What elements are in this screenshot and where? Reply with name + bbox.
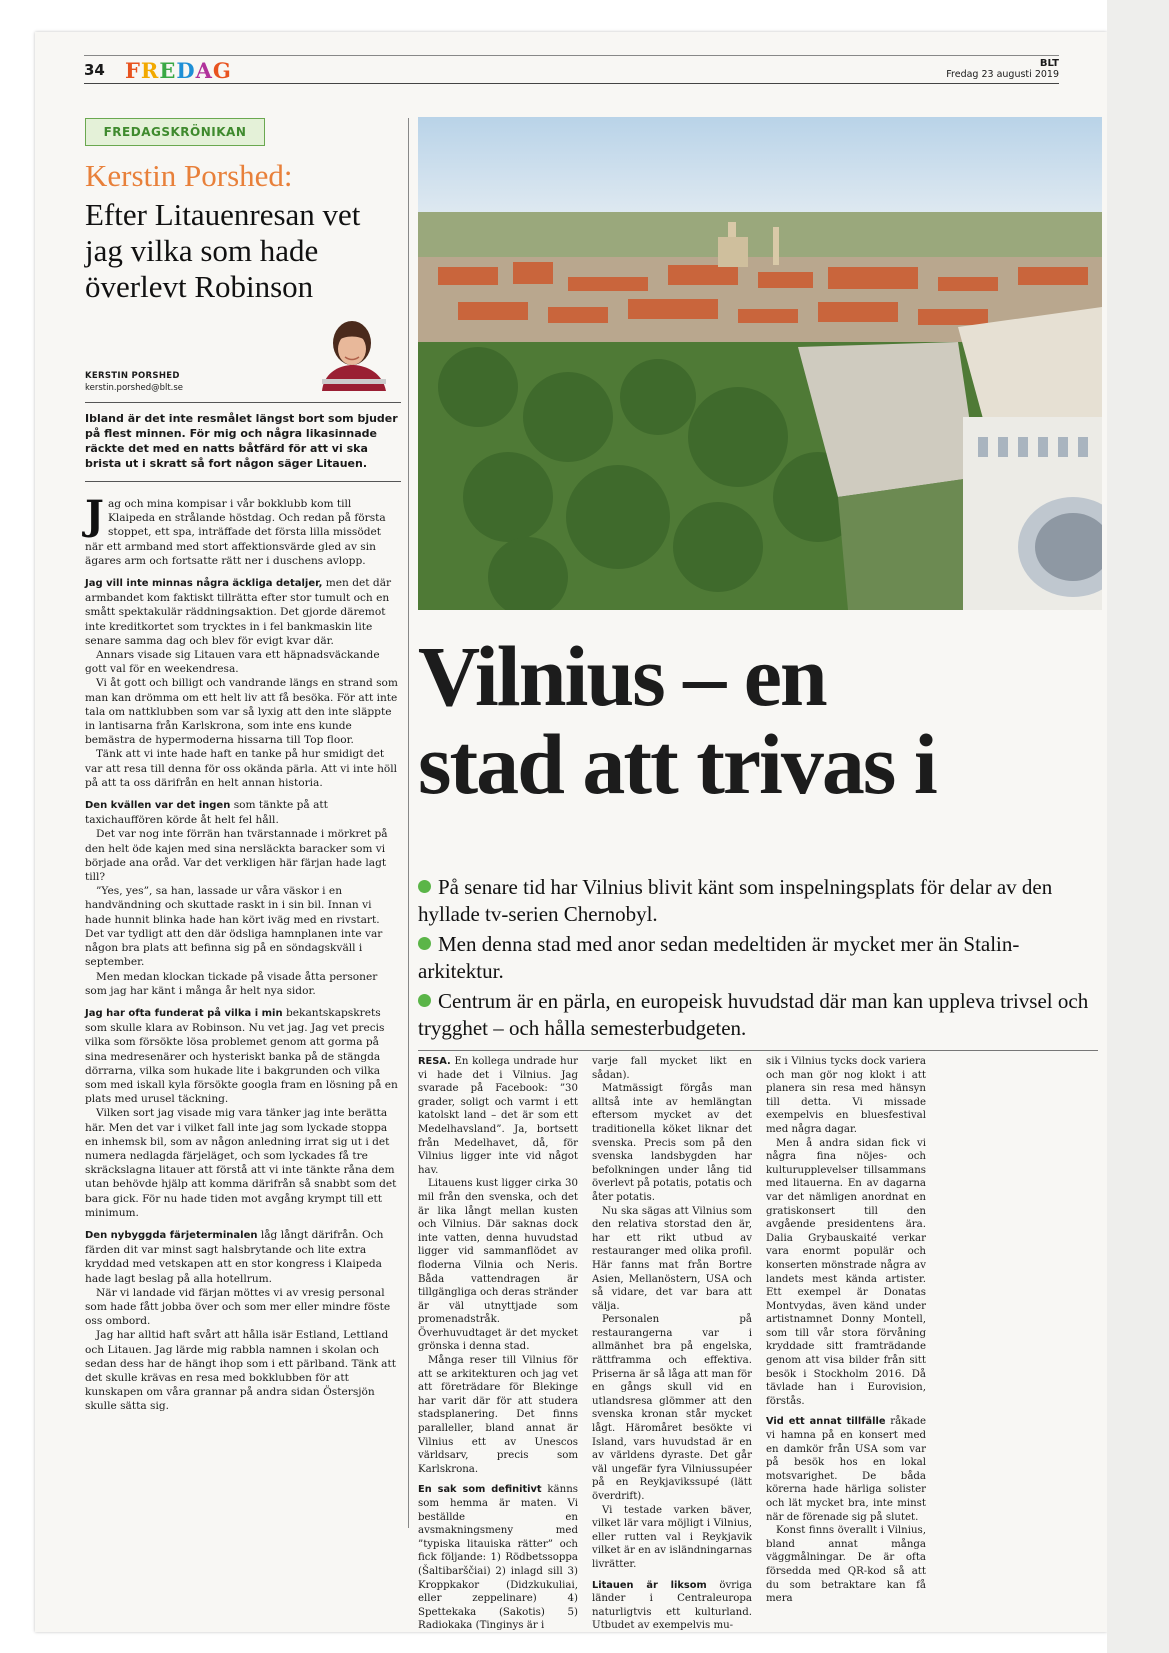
paragraph: Annars visade sig Litauen vara ett häpnadsväckande gott val för en weekendresa. <box>85 649 380 676</box>
bullet-dot-icon <box>418 880 431 893</box>
paragraph: varje fall mycket likt en sådan). <box>592 1056 752 1081</box>
subhead-lead: En sak som definitivt <box>418 1484 542 1496</box>
paragraph: Nu ska sägas att Vilnius som den relativa storstad den är, har ett rikt utbud av restauranger med olika profil. Här fanns mat från Bortre Asien, Mellanöstern, USA och så vidare, det var bara att välja. <box>592 1205 752 1312</box>
divider <box>418 1050 1098 1051</box>
paragraph: Den kvällen var det ingen som tänkte på att taxichauffören körde åt helt fel håll. <box>85 799 328 827</box>
logo-letter: G <box>212 58 232 83</box>
logo-letter: R <box>140 58 160 83</box>
text-column <box>592 1055 752 1633</box>
header-top-rule <box>84 55 1059 56</box>
kicker: RESA. <box>418 1056 451 1067</box>
header-rule <box>84 83 1059 84</box>
bullet-item: Centrum är en pärla, en europeisk huvudstad där man kan uppleva trivsel och trygghet – och hålla semesterbudgeten. <box>418 989 1089 1040</box>
paragraph: Många reser till Vilnius för att se arkitekturen och jag vet att företrädare för Blekinge har varit där för att studera stadsplanering. Det finns paralleller, bland annat är Vilnius ett av Unescos världsarv, precis som Karlskrona. <box>418 1355 578 1475</box>
logo-letter: F <box>125 58 141 83</box>
column-headline: Efter Litauenresan vet jag vilka som hade överlevt Robinson <box>85 197 361 304</box>
bullet-item: På senare tid har Vilnius blivit känt som inspelningsplats för delar av den hyllade tv-serien Chernobyl. <box>418 875 1053 926</box>
section-badge: FREDAGSKRÖNIKAN <box>85 118 265 146</box>
divider <box>85 481 401 482</box>
paragraph: Jag har alltid haft svårt att hålla isär Estland, Lettland och Litauen. Jag lärde mig rabbla namnen i skolan och sedan dess har de hängt ihop som i ett pärlband. Tänk att det skulle krävas en resa med bokklubben för att kunskapen om våra grannar på andra sidan Östersjön skulle sätta sig. <box>85 1329 397 1413</box>
paragraph: Matmässigt förgås man alltså inte av hemlängtan eftersom mycket av det traditionella köket liknar det svenska. Precis som på den svenska landsbygden har befolkningen under lång tid överlevt på potatis, potatis och åter potatis. <box>592 1083 752 1203</box>
subhead-lead: Jag har ofta funderat på vilka i min <box>85 1007 283 1019</box>
paragraph: Tänk att vi inte hade haft en tanke på hur smidigt det var att resa till denna för oss okända pärla. Att vi inte höll på att ta oss därifrån en helt annan historia. <box>85 748 398 789</box>
text-column <box>418 1055 578 1633</box>
bullet-dot-icon <box>418 937 431 950</box>
scan-edge <box>1107 0 1169 1653</box>
paragraph: RESA. En kollega undrade hur vi hade det i Vilnius. Jag svarade på Facebook: ”30 grader, soligt och varmt i ett katolskt land – det är som ett Medelhavsland”. Ja, bortsett från Medelhavet, då, för Vilnius ligger inte vid något hav. <box>418 1056 578 1176</box>
paragraph: Konst finns överallt i Vilnius, bland annat många väggmålningar. De är ofta försedda med QR-kod så att du som betraktare kan få mera <box>766 1525 926 1605</box>
section-logo <box>125 58 232 83</box>
logo-letter: E <box>159 58 177 83</box>
author-portrait <box>302 313 402 391</box>
paragraph: Personalen på restaurangerna var i allmänhet bra på engelska, rättframma och effektiva. Priserna är så låga att man för en gångs skull vid en utlandsresa glömmer att den svenska kronan står mycket lågt. Häromåret besökte vi Island, vars huvudstad är en av världens dyraste. Det går väl ungefär fyra Vilniussupéer på en Reykjavikssupé (lätt överdrift). <box>592 1314 752 1502</box>
logo-letter: A <box>195 58 213 83</box>
paragraph: ”Yes, yes”, sa han, lassade ur våra väskor i en handvändning och skuttade raskt in i sin bil. Innan vi hade hunnit blinka hade han kört iväg med en rivstart. Det var tydligt att den där ödsliga hamnplanen inte var någon bra plats att befinna sig på en söndagskväll i september. <box>85 885 383 969</box>
page-number: 34 <box>84 61 105 79</box>
paragraph: Jag har ofta funderat på vilka i min bekantskapskrets som skulle klara av Robinson. Nu vet jag. Jag vet precis vilka som försökte lösa problemet genom att gorma på sina medresenärer och hysteriskt banka på de stängda dörrarna, vilka som hukade lite i bakgrunden och vilka som med iskall kyla försökte googla fram en lösning på en plats med urusel täckning. <box>85 1006 398 1106</box>
byline-email[interactable]: kerstin.porshed@blt.se <box>85 383 184 393</box>
divider <box>85 402 401 403</box>
subhead-lead: Den nybyggda färjeterminalen <box>85 1229 258 1241</box>
subhead-lead: Jag vill inte minnas några äckliga detaljer, <box>85 578 323 590</box>
paragraph: Jag vill inte minnas några äckliga detaljer, men det där armbandet kom faktiskt tillrätta efter stor tumult och en smått spektakulär räddningsaktion. Det gjorde däremot inte kreditkortet som trycktes in i fel bankmaskin lite senare samma dag och blev för evigt kvar där. <box>85 577 392 647</box>
publication-date: Fredag 23 augusti 2019 <box>946 69 1059 80</box>
paragraph: Vilken sort jag visade mig vara tänker jag inte berätta här. Men det var i vilket fall inte jag som lyckade stoppa en inhemsk bil, som av någon anledning irrat sig ut i det numera nedlagda färjeläget, och som lyckades få tre skräckslagna litauer att förstå att vi inte tänkte råna dem utan behövde hjälp att komma därifrån så snabbt som det bara gick. För nu hade tiden mot avgång krympt till ett minimum. <box>85 1107 397 1219</box>
headline-line: Vilnius – en <box>418 628 826 724</box>
paragraph: Litauens kust ligger cirka 30 mil från den svenska, och det är lika långt mellan kusten och Vilnius. Där saknas dock inte vatten, denna huvudstad ligger vid sammanflödet av floderna Vilnia och Neris. Båda vattendragen är tillgängliga och deras stränder är väl utnyttjade som promenadstråk. Överhuvudtaget är det mycket grönska i denna stad. <box>418 1178 578 1353</box>
text-column <box>766 1055 926 1633</box>
feature-headline <box>418 628 1108 812</box>
publication-info <box>946 58 1059 80</box>
byline <box>85 370 183 394</box>
logo-letter: D <box>176 58 196 83</box>
paragraph: Det var nog inte förrän han tvärstannade i mörkret på den helt öde kajen med sina nersläckta baracker som vi började ana oråd. Var det verkligen här färjan hade lagt till? <box>85 828 388 884</box>
drop-cap: J <box>85 492 104 539</box>
subhead-lead: Den kvällen var det ingen <box>85 800 231 812</box>
bullet-item: Men denna stad med anor sedan medeltiden är mycket mer än Stalin-arkitektur. <box>418 932 1020 983</box>
feature-bullets <box>418 874 1098 1045</box>
byline-name: KERSTIN PORSHED <box>85 371 180 381</box>
paragraph: Vi testade varken bäver, vilket lär vara möjligt i Vilnius, eller rutten val i Reykjavik vilket är en av isländningarnas livrätter. <box>592 1504 752 1570</box>
paragraph: Litauen är liksom övriga länder i Centraleuropa naturligtvis ett kulturland. Utbudet av exempelvis mu- <box>592 1579 752 1632</box>
paragraph: Den nybyggda färjeterminalen låg långt därifrån. Och färden dit var minst sagt halsbrytande och lite extra kryddad med vetskapen att en stor kongress i Klaipeda hade lagt beslag på alla hotellrum. <box>85 1228 384 1285</box>
paragraph: Vid ett annat tillfälle råkade vi hamna på en konsert med en damkör från USA som var på besök hos en lokal motsvarighet. De båda körerna hade härliga solister och lät mycket bra, inte minst när de förenade sig på slutet. <box>766 1416 926 1523</box>
vilnius-aerial-photo <box>418 117 1102 610</box>
publication-name: BLT <box>1039 58 1059 69</box>
paragraph: Jag och mina kompisar i vår bokklubb kom till Klaipeda en strålande höstdag. Och redan på första stoppet, ett spa, inträffade det första lilla missödet när ett armband med stort affektionsvärde gled av sin ägares arm och fortsatte rätt ner i duschens avlopp. <box>85 492 386 567</box>
paragraph: Men å andra sidan fick vi några fina nöjes- och kulturupplevelser tillsammans med litauerna. En av dagarna var det nämligen anordnat en gratiskonsert till den avgående presidentens ära. Dalia Grybauskaité verkar vara enormt populär och konserten mönstrade några av landets mest kända artister. Ett exempel är Donatas Montvydas, även känd under artistnamnet Donny Montell, som till vår stora förvåning kryddade sitt framträdande genom att visa bilder från sitt besök i Stockholm 2016. Då tävlade han i Eurovision, förstås. <box>766 1137 926 1407</box>
author-heading: Kerstin Porshed: <box>85 158 293 193</box>
column-divider <box>408 118 409 1528</box>
feature-body <box>418 1055 1102 1633</box>
paragraph: sik i Vilnius tycks dock variera och man gör nog klokt i att planera sin resa med hänsyn till detta. Vi missade exempelvis en bluesfestival med några dagar. <box>766 1056 926 1135</box>
bullet-dot-icon <box>418 994 431 1007</box>
paragraph: När vi landade vid färjan möttes vi av vresig personal som hade fått jobba över och som mer eller mindre föste oss ombord. <box>85 1286 391 1328</box>
headline-line: stad att trivas i <box>418 716 936 812</box>
paragraph: Vi åt gott och billigt och vandrande längs en strand som man kan drömma om ett helt liv att få besöka. För att inte tala om nattklubben som var så lyxig att den inte släppte in lantisarna från Karlskrona, som inte ens kunde bemästra de hypermoderna hissarna till Top floor. <box>85 677 398 747</box>
paragraph: Men medan klockan tickade på visade åtta personer som jag har känt i många år helt nya sidor. <box>85 970 378 997</box>
paragraph: En sak som definitivt känns som hemma är maten. Vi beställde en avsmakningsmeny med ”typiska litauiska rätter” och fick följande: 1) Rödbetssoppa (Šaltibarščiai) 2) inlagd sill 3) Kroppkakor (Didzkukuliai, eller zeppelinare) 4) Spettekaka (Sakotis) 5) Radiokaka (Tinginys är i <box>418 1484 578 1632</box>
subhead-lead: Litauen är liksom <box>592 1579 707 1591</box>
column-ingress: Ibland är det inte resmålet längst bort som bjuder på flest minnen. För mig och några likasinnade räckte det med en natts båtfärd för att vi ska brista ut i skratt så fort någon säger Litauen. <box>85 412 398 470</box>
column-body <box>85 492 401 1414</box>
subhead-lead: Vid ett annat tillfälle <box>766 1416 886 1428</box>
